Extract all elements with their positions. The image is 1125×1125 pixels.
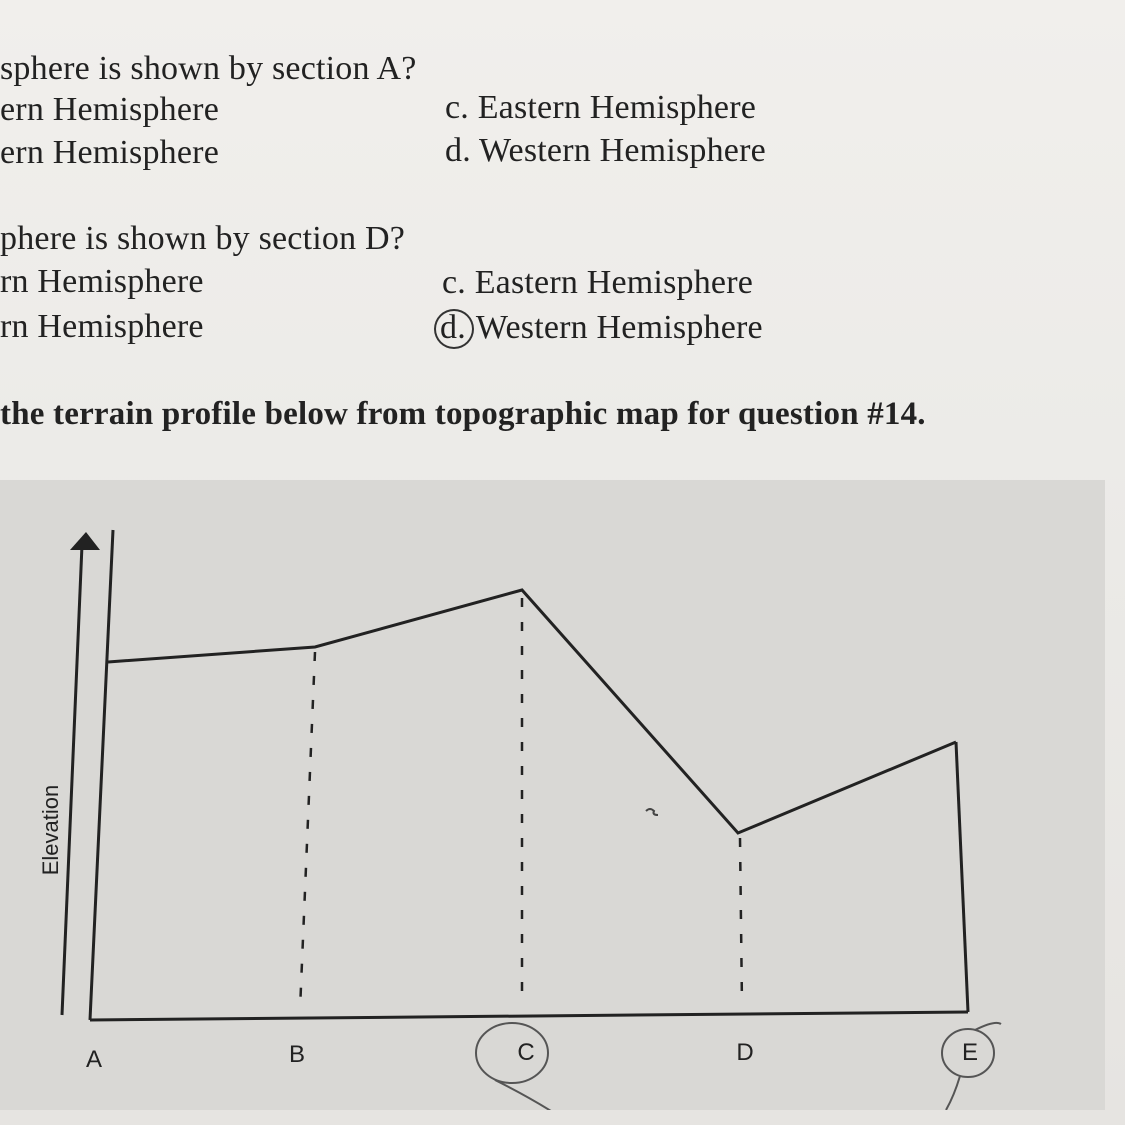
section-label-a: A: [85, 1046, 103, 1073]
pencil-circle-c: [476, 1023, 548, 1083]
circled-answer-mark: d.: [434, 309, 474, 349]
question-d-option-c: c. Eastern Hemisphere: [442, 264, 754, 301]
pencil-mark: [646, 809, 658, 815]
question-a-option-b: ern Hemisphere: [0, 134, 219, 171]
terrain-profile-figure: [0, 480, 1105, 1110]
section-label-d: D: [736, 1039, 754, 1066]
section-label-b: B: [288, 1041, 306, 1068]
question-a-prompt: sphere is shown by section A?: [0, 50, 417, 87]
terrain-profile-svg: [0, 480, 1105, 1110]
elevation-axis-arrow-shaft: [62, 545, 82, 1015]
question-d-option-d: [442, 309, 763, 349]
question-d-option-d-text: Western Hemisphere: [475, 309, 763, 346]
terrain-instruction: the terrain profile below from topographic map for question #14.: [0, 396, 926, 432]
section-label-c: C: [517, 1039, 535, 1066]
question-a-option-a: ern Hemisphere: [0, 91, 219, 128]
section-b-dashed-line: [300, 652, 315, 1010]
profile-right-edge: [956, 742, 968, 1012]
elevation-axis-label: Elevation: [38, 784, 63, 876]
question-d-prompt: phere is shown by section D?: [0, 220, 406, 257]
pencil-stroke-c: [495, 1080, 565, 1110]
profile-baseline: [90, 1012, 968, 1020]
pencil-stroke-e: [946, 1023, 1001, 1110]
section-label-e: E: [961, 1039, 979, 1066]
question-d-option-a: rn Hemisphere: [0, 263, 204, 300]
question-a-option-d: d. Western Hemisphere: [445, 132, 766, 169]
question-d-option-b: rn Hemisphere: [0, 308, 204, 345]
terrain-profile-line: [108, 590, 956, 833]
profile-left-edge: [90, 530, 113, 1020]
section-d-dashed-line: [740, 838, 742, 1006]
question-a-option-c: c. Eastern Hemisphere: [445, 89, 757, 126]
elevation-axis-arrowhead: [70, 532, 100, 550]
